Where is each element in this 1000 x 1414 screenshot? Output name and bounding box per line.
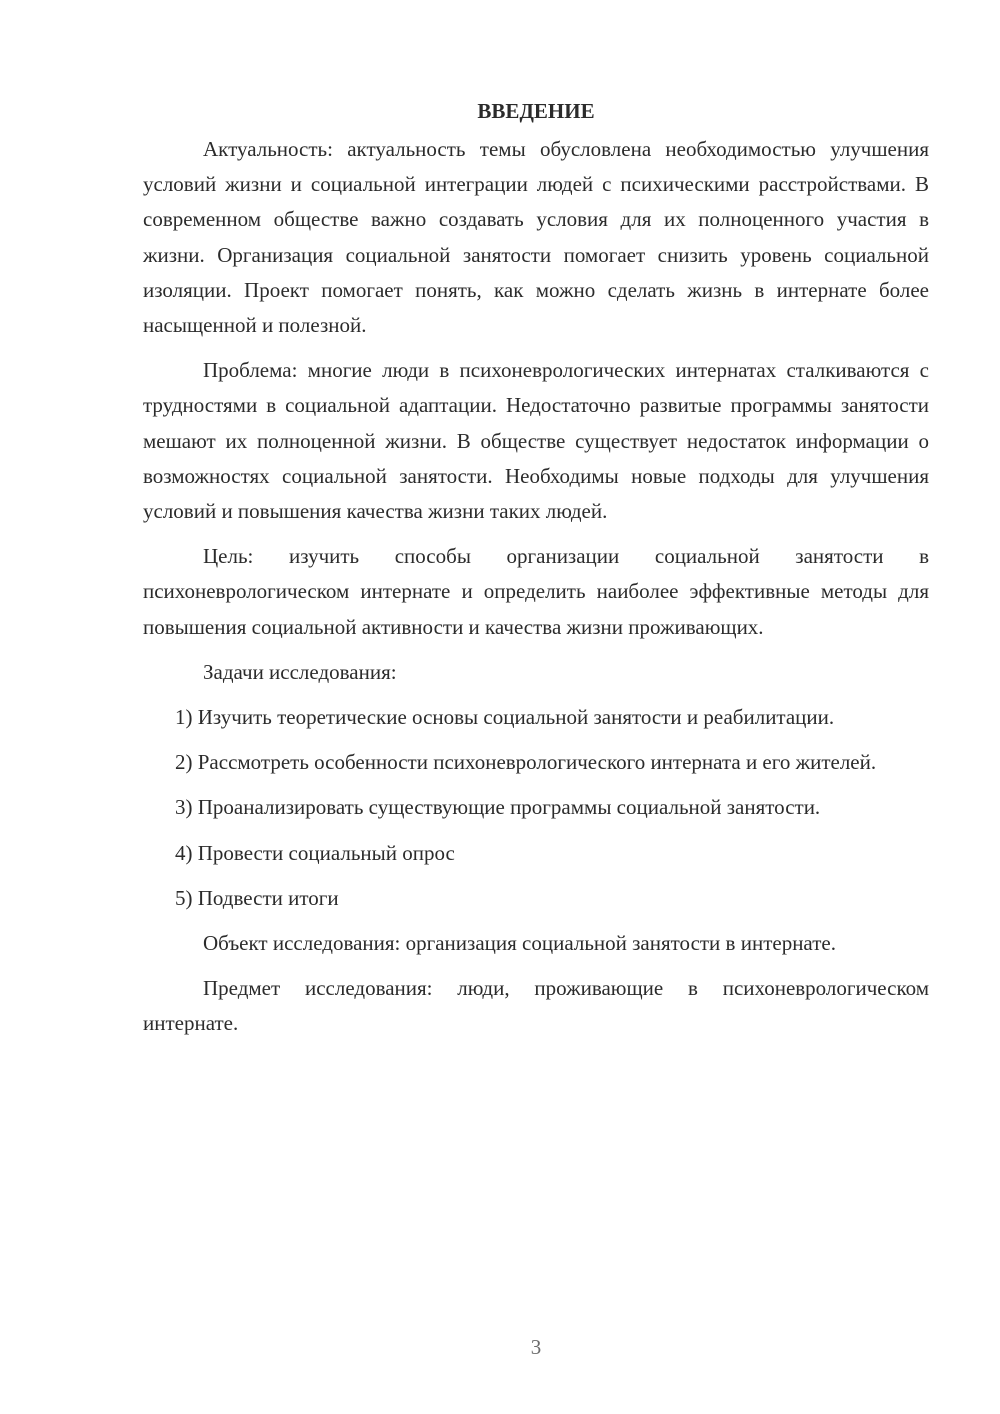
task-item-5: 5) Подвести итоги [175,885,339,910]
page-content [143,90,929,1052]
task-item-2: 2) Рассмотреть особенности психоневрологического интерната и его жителей. [175,750,877,775]
goal-paragraph: Цель: изучить способы организации социальной занятости в психоневрологическом интернате и определить наиболее эффективные методы для повышения социальной активности и качества жизни проживающих. [143,544,929,639]
task-item-3: 3) Проанализировать существующие программы социальной занятости. [175,795,821,820]
relevance-paragraph: Актуальность: актуальность темы обусловлена необходимостью улучшения условий жизни и социальной интеграции людей с психическими расстройствами. В современном обществе важно создавать условия для их полноценного участия в жизни. Организация социальной занятости помогает снизить уровень социальной изоляции. Проект помогает понять, как можно сделать жизнь в интернате более насыщенной и полезной. [143,137,929,338]
object-paragraph: Объект исследования: организация социальной занятости в интернате. [203,931,836,956]
tasks-heading: Задачи исследования: [203,659,397,684]
subject-paragraph: Предмет исследования: люди, проживающие в психоневрологическом интернате. [143,976,929,1036]
page-title: ВВЕДЕНИЕ [477,99,595,123]
task-item-1: 1) Изучить теоретические основы социальной занятости и реабилитации. [175,705,835,730]
problem-paragraph: Проблема: многие люди в психоневрологических интернатах сталкиваются с трудностями в социальной адаптации. Недостаточно развитые программы занятости мешают их полноценной жизни. В обществе существует недостаток информации о возможностях социальной занятости. Необходимы новые подходы для улучшения условий и повышения качества жизни таких людей. [143,358,929,524]
task-item-4: 4) Провести социальный опрос [175,840,455,865]
page-number: 3 [530,1335,542,1359]
